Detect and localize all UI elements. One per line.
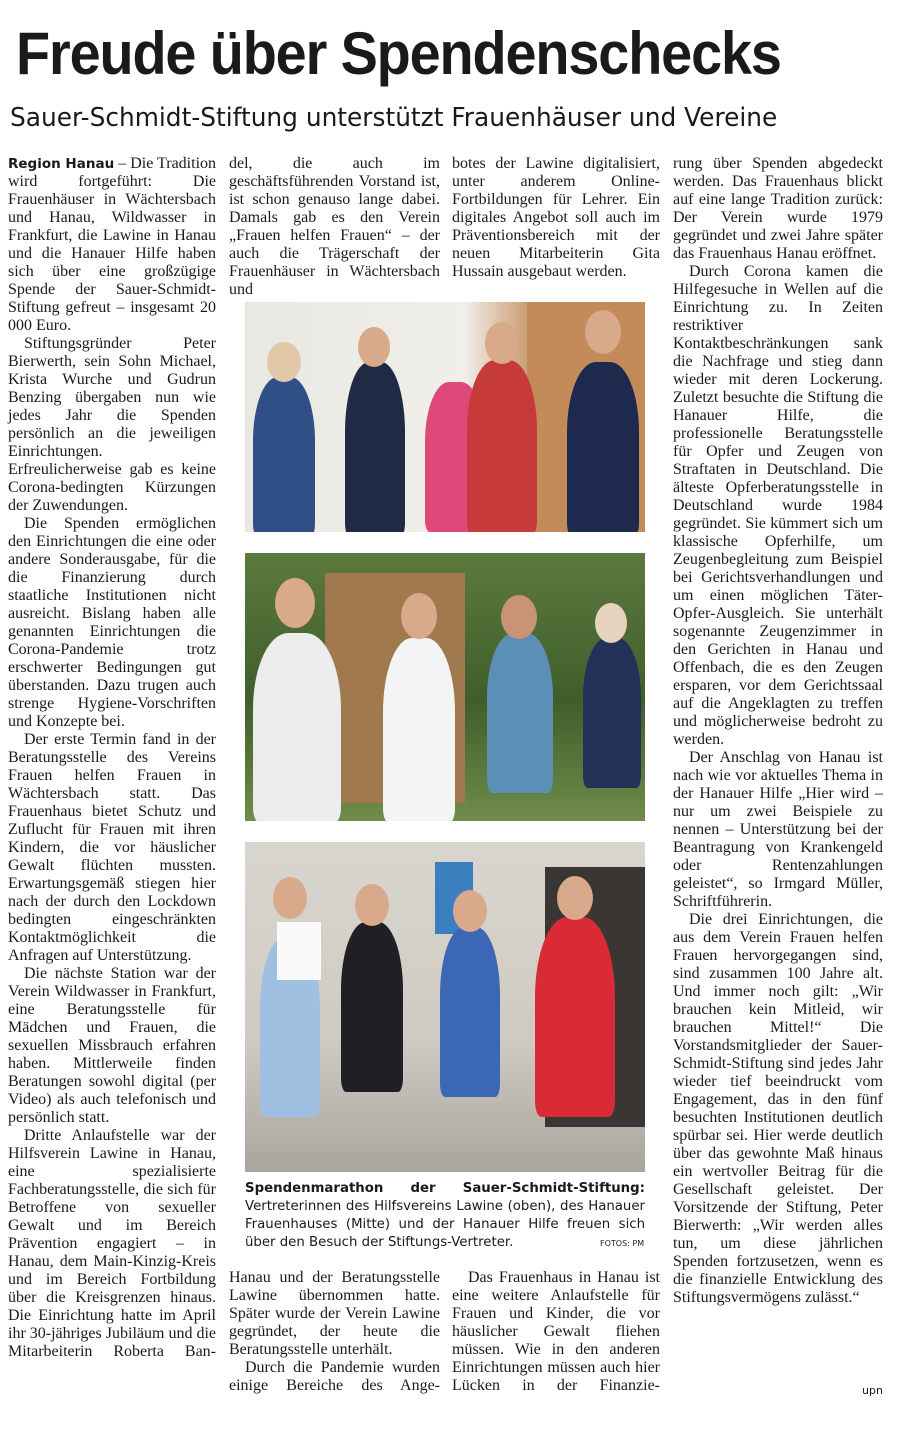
photo-credit: FOTOS: PM [600,1239,645,1248]
paragraph: Der erste Termin fand in der Beratungsstelle des Vereins Frauen helfen Frauen in Wächtersbach statt. Das Frauenhaus bietet Schutz und Zuflucht für Frauen mit ihren Kindern, die vor häuslicher Gewalt flüchten mussten. Erwartungsgemäß stiegen hier nach der durch den Lockdown bedingten eingeschränkten Kontaktmöglichkeit die Anfragen auf Unterstützung. [8,731,216,964]
article-column-3-bottom [452,1269,660,1395]
paragraph: Die nächste Station war der Verein Wildwasser in Frankfurt, eine Beratungsstelle für Mädchen und Frauen, die sexuellen Missbrauch erfahren haben. Mittlerweile finden Beratungen sowohl digital (per Video) als auch telefonisch und persönlich statt. [8,965,216,1126]
paragraph: Hanau und der Beratungsstelle Lawine übernommen hatte. Später wurde der Verein Lawine gegründet, der heute die Beratungsstelle unterhält. [229,1269,440,1358]
article-column-2-top [229,155,440,299]
paragraph: – Die Tradition wird fortgeführt: Die Frauenhäuser in Wächtersbach und Hanau, Wildwasser in Frankfurt, die Lawine in Hanau und die Hanauer Hilfe haben sich über eine großzügige Spende der Sauer-Schmidt-Stiftung gefreut – insgesamt 20 000 Euro. [8,155,217,334]
headline: Freude über Spendenschecks [16,20,781,87]
photo-lawine [245,302,645,532]
author-initials: upn [862,1384,883,1397]
paragraph: Stiftungsgründer Peter Bierwerth, sein Sohn Michael, Krista Wurche und Gudrun Benzing übergaben nun wie jedes Jahr die Spenden persönlich an die jeweiligen Einrichtungen. Erfreulicherweise gab es keine Corona-bedingten Kürzungen der Zuwendungen. [8,335,216,514]
caption-lead: Spendenmarathon der Sauer-Schmidt-Stiftung: [245,1181,645,1196]
paragraph: Dritte Anlaufstelle war der Hilfsverein Lawine in Hanau, eine spezialisierte Fachberatungsstelle, die sich für Betroffene von sexueller Gewalt und im Bereich Prävention engagiert – in Hanau, dem Main-Kinzig-Kreis und im Bereich Fortbildung über die Kreisgrenzen hinaus. Die Einrichtung hatte im April ihr 30-jähriges Jubiläum und die Mitarbeiterin Roberta Ban- [8,1127,216,1360]
paragraph: Durch Corona kamen die Hilfegesuche in Wellen auf die Einrichtung zu. In Zeiten restriktiver Kontaktbeschränkungen sank die Nachfrage und stieg dann wieder mit deren Lockerung. Zuletzt besuchte die Stiftung die Hanauer Hilfe, die professionelle Beratungsstelle für Opfer und Zeugen von Straftaten in Deutschland. Die älteste Opferberatungsstelle in Deutschland wurde 1984 gegründet. Sie kümmert sich um klassische Opferhilfe, um Zeugenbegleitung zum Beispiel bei Gerichtsverhandlungen und um einen möglichen Täter-Opfer-Ausgleich. Sie unterhält sogenannte Zeugenzimmer in den Gerichten in Hanau und Offenbach, die es den Zeugen ersparen, vor dem Gerichtssaal auf die Angeklagten zu treffen und möglicherweise bedroht zu werden. [673,263,883,748]
paragraph: Die Spenden ermöglichen den Einrichtungen die eine oder andere Sonderausgabe, für die die Finanzierung durch staatliche Institutionen nicht ausreicht. Bislang haben alle genannten Einrichtungen die Corona-Pandemie trotz erschwerter Bedingungen gut überstanden. Dazu trugen auch strenge Hygiene-Vorschriften und Konzepte bei. [8,515,216,730]
photo-caption [245,1180,645,1252]
paragraph: Der Anschlag von Hanau ist nach wie vor aktuelles Thema in der Hanauer Hilfe „Hier wird – nur um zwei Beispiele zu nennen – Unterstützung bei der Beantragung von Krankengeld oder Rentenzahlungen geleistet“, so Irmgard Müller, Schriftführerin. [673,749,883,910]
article-column-2-bottom [229,1269,440,1395]
dateline: Region Hanau [8,156,115,172]
article-column-1 [8,155,216,1361]
paragraph: del, die auch im geschäftsführenden Vorstand ist, ist schon genauso lange dabei. Damals gab es den Verein „Frauen helfen Frauen“ – der auch die Trägerschaft der Frauenhäuser in Wächtersbach und [229,155,440,298]
paragraph: Durch die Pandemie wurden einige Bereiche des Ange- [229,1359,440,1394]
caption-text: Vertreterinnen des Hilfsvereins Lawine (oben), des Hanauer Frauenhauses (Mitte) und der Hanauer Hilfe freuen sich über den Besuch der Stiftungs-Vertreter. [245,1199,645,1250]
subheadline: Sauer-Schmidt-Stiftung unterstützt Frauenhäuser und Vereine [10,103,778,133]
paragraph: Die drei Einrichtungen, die aus dem Verein Frauen helfen Frauen hervorgegangen sind, sind zusammen 100 Jahre alt. Und immer noch gilt: „Wir brauchen kein Mitleid, wir brauchen Mittel!“ Die Vorstandsmitglieder der Sauer-Schmidt-Stiftung sind jedes Jahr wieder tief beeindruckt vom Engagement, das in den fünf besuchten Institutionen deutlich spürbar sei. Hier werde deutlich über das gewohnte Maß hinaus ein wertvoller Beitrag für die Gesellschaft geleistet. Der Vorsitzende der Stiftung, Peter Bierwerth: „Wir werden alles tun, um diese jährlichen Spenden fortzusetzen, wenn es die finanzielle Entwicklung des Stiftungsvermögens zulässt.“ [673,911,883,1306]
paragraph: botes der Lawine digitalisiert, unter anderem Online-Fortbildungen für Lehrer. Ein digitales Angebot soll auch im Präventionsbereich mit der neuen Mitarbeiterin Gita Hussain ausgebaut werden. [452,155,660,280]
photo-hanauer-hilfe [245,842,645,1172]
article-column-3-top [452,155,660,281]
photo-frauenhaus [245,553,645,821]
article-column-4 [673,155,883,1307]
paragraph: Das Frauenhaus in Hanau ist eine weitere Anlaufstelle für Frauen und Kinder, die vor häuslicher Gewalt fliehen müssen. Wie in den anderen Einrichtungen müssen auch hier Lücken in der Finanzie- [452,1269,660,1394]
paragraph: rung über Spenden abgedeckt werden. Das Frauenhaus blickt auf eine lange Tradition zurück: Der Verein wurde 1979 gegründet und zwei Jahre später das Frauenhaus Hanau eröffnet. [673,155,883,262]
